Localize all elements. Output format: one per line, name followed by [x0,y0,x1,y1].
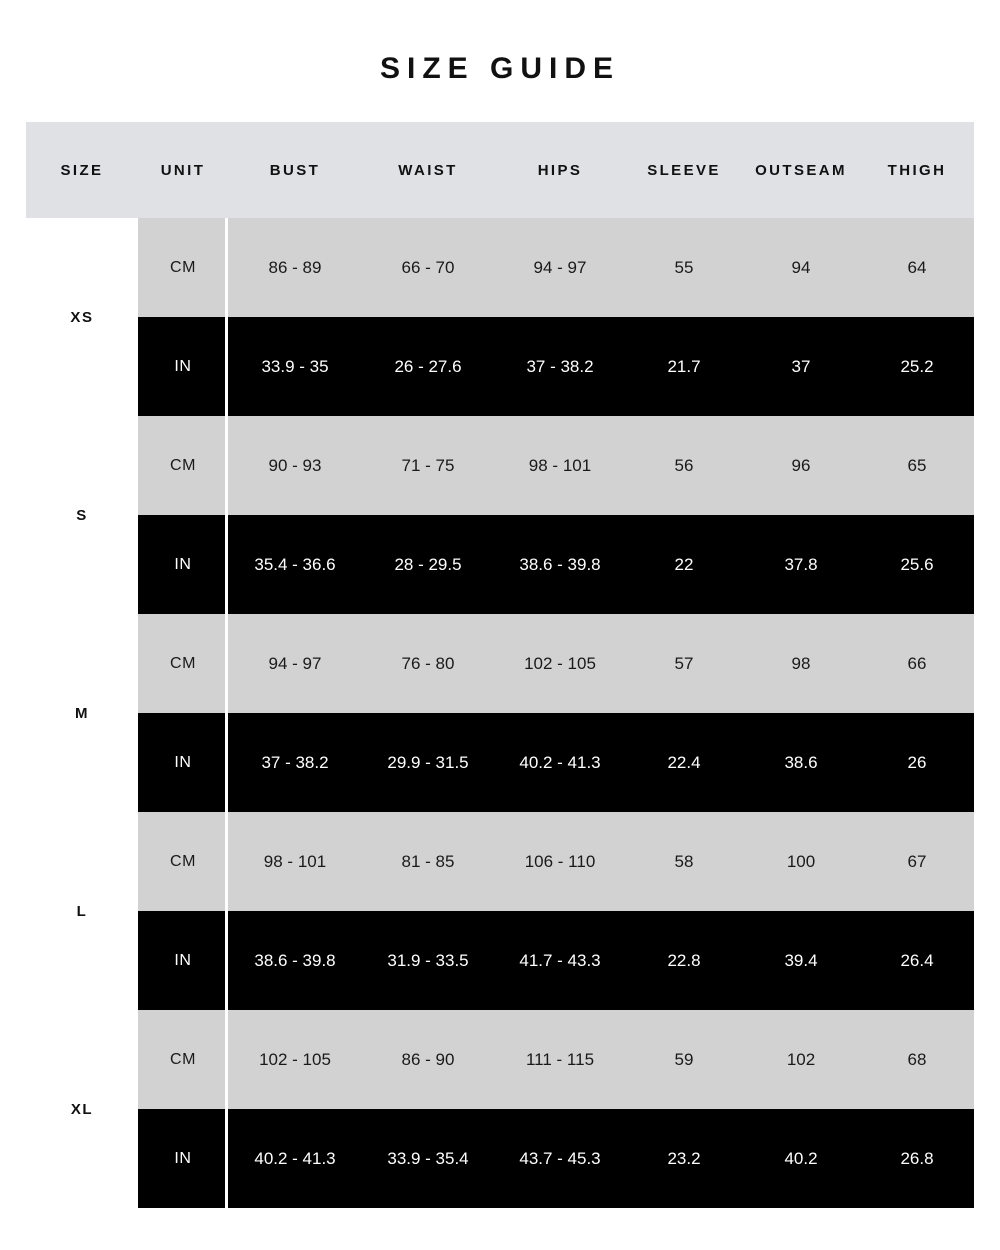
cell-outseam: 38.6 [742,713,860,812]
cell-thigh: 26.4 [860,911,974,1010]
cell-thigh: 26 [860,713,974,812]
cell-hips: 41.7 - 43.3 [494,911,626,1010]
cell-thigh: 66 [860,614,974,713]
column-header-waist: WAIST [398,161,458,179]
unit-label-in: IN [138,317,228,416]
cell-bust: 102 - 105 [228,1010,362,1109]
cell-waist: 28 - 29.5 [362,515,494,614]
unit-label-in: IN [138,713,228,812]
cell-bust: 98 - 101 [228,812,362,911]
cell-bust: 38.6 - 39.8 [228,911,362,1010]
column-header-unit: UNIT [160,161,206,179]
size-label-xs: XS [26,218,138,416]
cell-hips: 102 - 105 [494,614,626,713]
table-row [26,317,974,416]
size-label-s: S [26,416,138,614]
cell-waist: 66 - 70 [362,218,494,317]
cell-hips: 43.7 - 45.3 [494,1109,626,1208]
cell-waist: 76 - 80 [362,614,494,713]
cell-hips: 111 - 115 [494,1010,626,1109]
table-row [26,614,974,713]
table-row [26,218,974,317]
cell-thigh: 26.8 [860,1109,974,1208]
page-title: SIZE GUIDE [379,52,621,85]
cell-sleeve: 22.4 [626,713,742,812]
cell-sleeve: 57 [626,614,742,713]
table-row [26,812,974,911]
unit-label-cm: CM [138,812,228,911]
cell-hips: 106 - 110 [494,812,626,911]
size-label-xl: XL [26,1010,138,1208]
cell-waist: 29.9 - 31.5 [362,713,494,812]
table-row [26,416,974,515]
cell-waist: 26 - 27.6 [362,317,494,416]
size-table-container [26,122,974,1208]
cell-thigh: 65 [860,416,974,515]
cell-hips: 37 - 38.2 [494,317,626,416]
cell-waist: 33.9 - 35.4 [362,1109,494,1208]
cell-bust: 33.9 - 35 [228,317,362,416]
column-header-thigh: THIGH [887,161,947,179]
cell-outseam: 94 [742,218,860,317]
cell-sleeve: 55 [626,218,742,317]
cell-outseam: 96 [742,416,860,515]
cell-sleeve: 23.2 [626,1109,742,1208]
table-row [26,515,974,614]
unit-label-cm: CM [138,1010,228,1109]
column-header-sleeve: SLEEVE [647,161,721,179]
column-header-outseam: OUTSEAM [755,161,847,179]
cell-thigh: 64 [860,218,974,317]
column-header-size: SIZE [60,161,104,179]
cell-waist: 71 - 75 [362,416,494,515]
cell-bust: 35.4 - 36.6 [228,515,362,614]
table-row [26,1109,974,1208]
cell-outseam: 98 [742,614,860,713]
cell-outseam: 40.2 [742,1109,860,1208]
size-guide-table [26,122,974,1208]
cell-sleeve: 21.7 [626,317,742,416]
unit-label-cm: CM [138,416,228,515]
cell-waist: 31.9 - 33.5 [362,911,494,1010]
unit-label-in: IN [138,1109,228,1208]
unit-label-in: IN [138,515,228,614]
cell-sleeve: 56 [626,416,742,515]
cell-thigh: 68 [860,1010,974,1109]
cell-hips: 98 - 101 [494,416,626,515]
cell-sleeve: 59 [626,1010,742,1109]
cell-bust: 94 - 97 [228,614,362,713]
cell-hips: 40.2 - 41.3 [494,713,626,812]
cell-sleeve: 22 [626,515,742,614]
cell-waist: 86 - 90 [362,1010,494,1109]
cell-waist: 81 - 85 [362,812,494,911]
unit-label-cm: CM [138,218,228,317]
cell-thigh: 25.6 [860,515,974,614]
cell-sleeve: 58 [626,812,742,911]
cell-thigh: 67 [860,812,974,911]
unit-label-cm: CM [138,614,228,713]
cell-bust: 90 - 93 [228,416,362,515]
cell-outseam: 37.8 [742,515,860,614]
table-row [26,911,974,1010]
cell-hips: 94 - 97 [494,218,626,317]
header-row [26,122,974,218]
size-label-m: M [26,614,138,812]
cell-thigh: 25.2 [860,317,974,416]
table-body [26,218,974,1208]
column-header-hips: HIPS [537,161,583,179]
cell-hips: 38.6 - 39.8 [494,515,626,614]
size-label-l: L [26,812,138,1010]
cell-outseam: 102 [742,1010,860,1109]
cell-bust: 37 - 38.2 [228,713,362,812]
cell-bust: 40.2 - 41.3 [228,1109,362,1208]
cell-outseam: 100 [742,812,860,911]
table-row [26,1010,974,1109]
cell-outseam: 39.4 [742,911,860,1010]
column-header-bust: BUST [269,161,321,179]
cell-sleeve: 22.8 [626,911,742,1010]
table-row [26,713,974,812]
table-header [26,122,974,218]
unit-label-in: IN [138,911,228,1010]
cell-outseam: 37 [742,317,860,416]
cell-bust: 86 - 89 [228,218,362,317]
